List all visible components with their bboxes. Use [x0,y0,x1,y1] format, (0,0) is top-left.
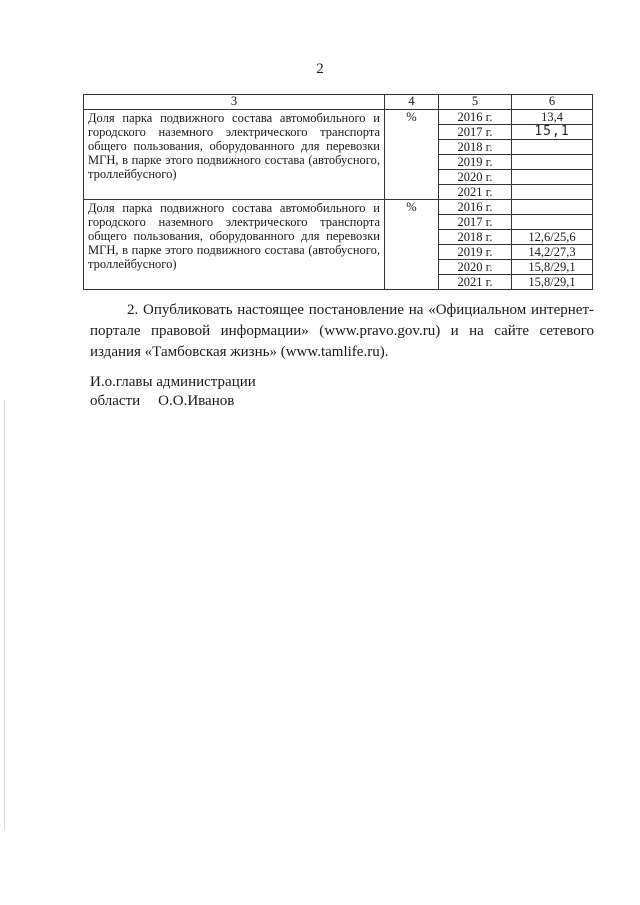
indicators-table-body [84,95,593,290]
indicators-table [83,94,593,290]
value-cell: 15,8/29,1 [512,275,593,290]
year-cell: 2020 г. [439,170,512,185]
indicator-description: Доля парка подвижного состава автомобильного и городского наземного электрического транспорта общего пользования, оборудованного для перевозки МГН, в парке этого подвижного состава (автобусного, троллейбусного) [84,200,385,290]
signature-region: области [90,393,141,409]
column-header: 6 [512,95,593,110]
value-cell [512,200,593,215]
year-cell: 2021 г. [439,185,512,200]
value-cell: 13,4 [512,110,593,125]
year-cell: 2019 г. [439,155,512,170]
publication-paragraph: 2. Опубликовать настоящее постановление на «Официальном интернет-портале правовой информации» (www.pravo.gov.ru) и на сайте сетевого издания «Тамбовская жизнь» (www.tamlife.ru). [90,302,594,360]
table-header-row [84,95,593,110]
year-cell: 2016 г. [439,200,512,215]
table-row [84,110,593,125]
table-row [84,200,593,215]
year-cell: 2017 г. [439,215,512,230]
signature-name: О.О.Иванов [158,393,235,409]
value-cell: 15,8/29,1 [512,260,593,275]
signature-line [90,392,256,411]
year-cell: 2017 г. [439,125,512,140]
value-cell [512,170,593,185]
value-cell [512,215,593,230]
indicator-description: Доля парка подвижного состава автомобильного и городского наземного электрического транспорта общего пользования, оборудованного для перевозки МГН, в парке этого подвижного состава (автобусного, троллейбусного) [84,110,385,200]
year-cell: 2019 г. [439,245,512,260]
column-header: 4 [385,95,439,110]
year-cell: 2016 г. [439,110,512,125]
signature-block [90,373,256,411]
indicator-unit: % [385,200,439,290]
column-header: 5 [439,95,512,110]
year-cell: 2018 г. [439,140,512,155]
value-cell [512,140,593,155]
page-number: 2 [316,61,324,77]
indicator-unit: % [385,110,439,200]
column-header: 3 [84,95,385,110]
scan-edge-mark [4,400,5,830]
value-cell [512,155,593,170]
year-cell: 2020 г. [439,260,512,275]
value-cell [512,185,593,200]
value-cell: 15,1 [512,125,593,140]
signature-position: И.о.главы администрации [90,374,256,390]
year-cell: 2021 г. [439,275,512,290]
value-cell: 12,6/25,6 [512,230,593,245]
value-cell: 14,2/27,3 [512,245,593,260]
year-cell: 2018 г. [439,230,512,245]
